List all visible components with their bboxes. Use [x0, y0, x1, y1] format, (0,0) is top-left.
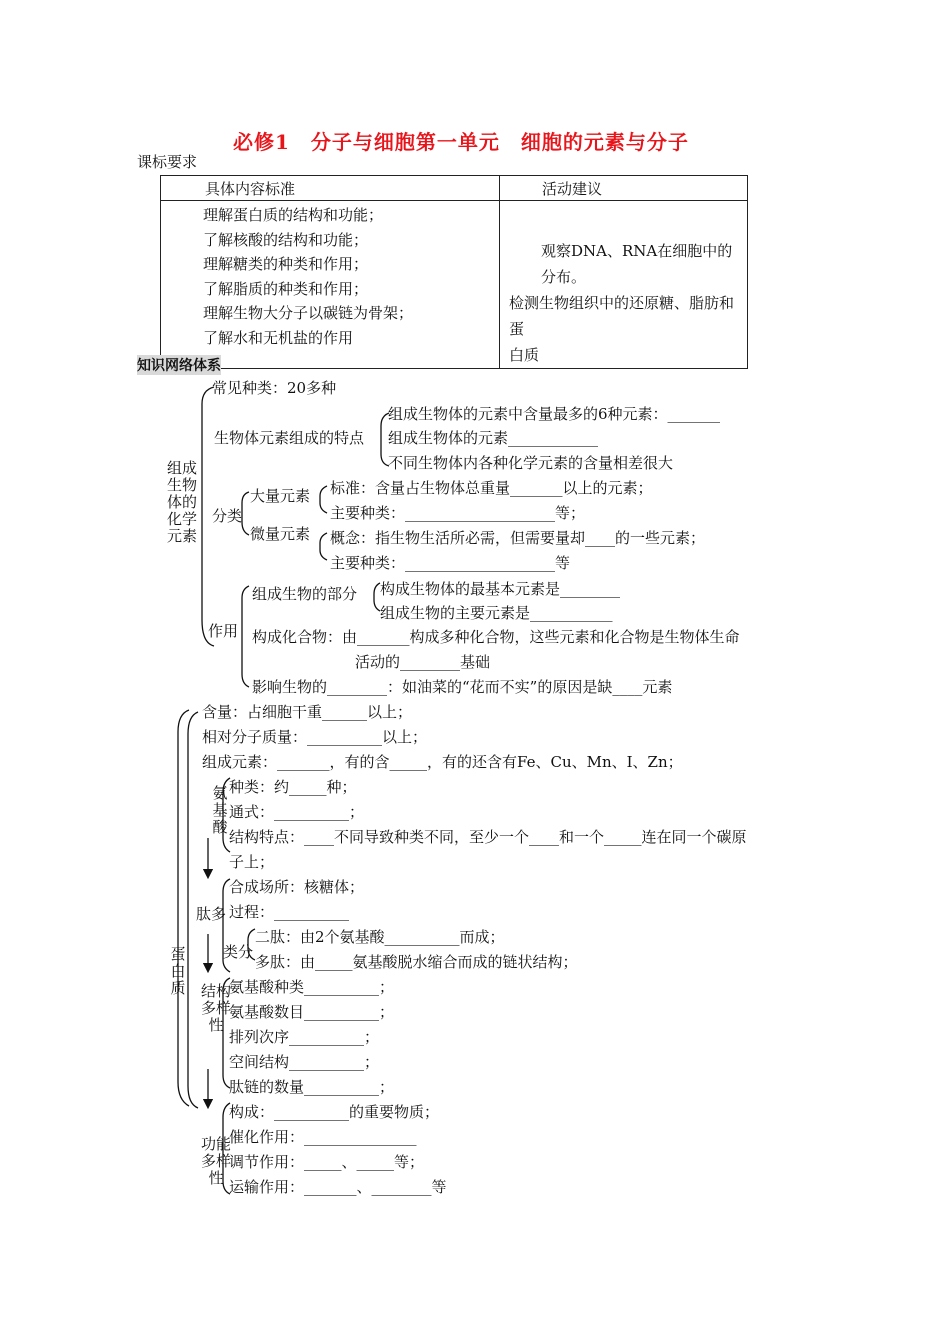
struct-item: 空间结构__________； — [229, 1053, 380, 1071]
protein-elements: 组成元素：_______，有的含_____，有的还含有Fe、Cu、Mn、I、Zn； — [202, 753, 683, 771]
features-label: 生物体元素组成的特点 — [214, 429, 365, 447]
activity-line: 观察DNA、RNA在细胞中的分布。 — [541, 242, 733, 286]
aa-item: 通式：__________； — [229, 803, 365, 821]
protein-mass: 相对分子质量：__________以上； — [202, 728, 428, 746]
micro-item: 概念：指生物生活所必需，但需要量却____的一些元素； — [330, 529, 706, 547]
feature-item: 不同生物体内各种化学元素的含量相差很大 — [388, 454, 674, 472]
page-title: 必修1 分子与细胞第一单元 细胞的元素与分子 — [233, 130, 689, 154]
struct-item: 肽链的数量__________； — [229, 1078, 395, 1096]
activity-line: 检测生物组织中的还原糖、脂肪和蛋 — [509, 294, 735, 338]
common-kinds: 常见种类：20多种 — [212, 379, 337, 397]
elements-root-label: 组成生物体的化学元素 — [167, 459, 198, 545]
macro-item: 标准：含量占生物体总重量_______以上的元素； — [330, 479, 653, 497]
compound-line: 构成化合物：由_______构成多种化合物，这些元素和化合物是生物体生命 — [252, 628, 740, 646]
network-label: 知识网络体系 — [137, 355, 221, 375]
protein-content: 含量：占细胞干重______以上； — [202, 703, 413, 721]
micro-label: 微量元素 — [250, 525, 311, 543]
func-item: 运输作用：_______、________等 — [229, 1178, 447, 1196]
peptide-item: 过程：__________ — [229, 903, 350, 921]
standard-item: 理解生物大分子以碳链为骨架； — [203, 304, 414, 323]
struct-item: 排列次序__________； — [229, 1028, 380, 1046]
micro-item: 主要种类：____________________等 — [330, 554, 571, 572]
aa-item: 结构特点：____不同导致种类不同，至少一个____和一个_____连在同一个碳原 — [229, 828, 747, 846]
classify-brace — [242, 492, 249, 535]
struct-item: 氨基酸数目__________； — [229, 1003, 395, 1021]
func-item: 催化作用：_______________ — [229, 1128, 417, 1146]
func-item: 调节作用：_____、_____等； — [229, 1153, 425, 1171]
part-item: 构成生物体的最基本元素是________ — [380, 580, 621, 598]
part-item: 组成生物的主要元素是___________ — [380, 604, 613, 622]
standard-item: 了解水和无机盐的作用 — [203, 328, 354, 347]
macro-item: 主要种类：____________________等； — [330, 504, 586, 522]
role-label: 作用 — [208, 622, 239, 640]
standard-item: 理解蛋白质的结构和功能； — [203, 206, 384, 224]
standard-item: 了解脂质的种类和作用； — [203, 279, 369, 298]
macro-label: 大量元素 — [250, 487, 311, 505]
kind-item: 多肽：由_____氨基酸脱水缩合而成的链状结构； — [255, 953, 578, 971]
feature-item: 组成生物体的元素中含量最多的6种元素：_______ — [388, 405, 721, 423]
standard-item: 了解核酸的结构和功能； — [203, 230, 369, 249]
protein-root-label: 蛋白质 — [170, 945, 186, 997]
feature-item: 组成生物体的元素____________ — [388, 429, 599, 447]
table-header-activity: 活动建议 — [500, 176, 748, 201]
part-label: 组成生物的部分 — [252, 585, 358, 603]
macro-brace — [320, 486, 327, 513]
activity-line: 白质 — [509, 346, 540, 364]
peptide-label: 肽多 — [196, 905, 227, 923]
requirements-label: 课标要求 — [137, 153, 198, 171]
struct-item: 氨基酸种类__________； — [229, 978, 395, 996]
table-header-standard: 具体内容标准 — [161, 176, 500, 201]
peptide-item: 合成场所：核糖体； — [229, 878, 365, 896]
standard-item: 理解糖类的种类和作用； — [203, 255, 369, 274]
role-brace — [242, 586, 249, 687]
compound-line: 活动的________基础 — [355, 653, 491, 671]
kind-label: 类分 — [223, 943, 254, 961]
kind-item: 二肽：由2个氨基酸__________而成； — [255, 928, 505, 946]
affect-line: 影响生物的________：如油菜的“花而不实”的原因是缺____元素 — [252, 678, 673, 696]
struct-label: 结构多样性 — [200, 982, 231, 1034]
aa-item-cont: 子上； — [229, 853, 275, 871]
micro-brace — [320, 533, 327, 560]
classify-label: 分类 — [212, 507, 243, 525]
aa-item: 种类：约_____种； — [229, 778, 357, 796]
func-item: 构成：__________的重要物质； — [229, 1103, 440, 1121]
func-label: 功能多样性 — [200, 1135, 231, 1187]
aa-label: 氨基酸 — [212, 784, 228, 836]
